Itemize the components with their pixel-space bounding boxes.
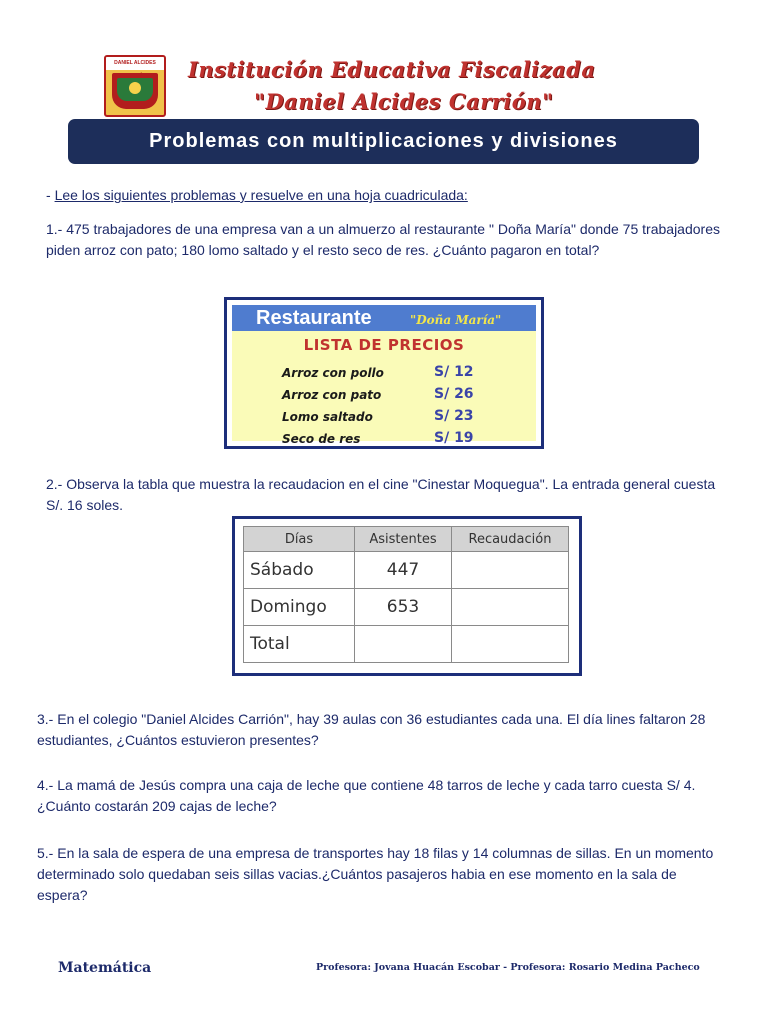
price-list-heading: LISTA DE PRECIOS [303, 336, 465, 354]
column-header: Asistentes [355, 527, 452, 552]
restaurant-price-list [224, 297, 544, 449]
table-cell: Total [244, 626, 355, 663]
school-name-line2: "Daniel Alcides Carrión" [254, 89, 554, 114]
instructions-text: Lee los siguientes problemas y resuelve en una hoja cuadriculada: [54, 187, 468, 203]
title-banner [68, 119, 699, 164]
menu-item-price: S/ 23 [434, 408, 474, 424]
table-cell [452, 552, 569, 589]
restaurant-header [232, 305, 536, 331]
restaurant-name: "Doña María" [410, 313, 502, 327]
column-header: Recaudación [452, 527, 569, 552]
restaurant-title: Restaurante [256, 307, 372, 329]
table-row [244, 626, 569, 663]
menu-item-price: S/ 19 [434, 430, 474, 446]
problem-3: 3.- En el colegio "Daniel Alcides Carrión", hay 39 aulas con 36 estudiantes cada una. El día lines faltaron 28 estudiantes, ¿Cuántos estuvieron presentes? [37, 711, 706, 748]
table-row [244, 552, 569, 589]
crest-shield [112, 73, 158, 109]
table-cell [452, 626, 569, 663]
table-cell: Domingo [244, 589, 355, 626]
table-cell [452, 589, 569, 626]
instructions [46, 185, 468, 206]
table-row [244, 589, 569, 626]
footer-subject: Matemática [58, 960, 152, 976]
table-header-row [244, 527, 569, 552]
instructions-prefix: - [46, 187, 55, 203]
table-cell [355, 626, 452, 663]
table-cell: 447 [355, 552, 452, 589]
problem-1: 1.- 475 trabajadores de una empresa van a un almuerzo al restaurante " Doña María" donde 75 trabajadores piden arroz con pato; 180 lomo saltado y el resto seco de res. ¿Cuánto pagaron en total? [46, 221, 720, 258]
menu-item-dish: Seco de res [282, 432, 361, 446]
school-crest [104, 55, 166, 117]
problem-4: 4.- La mamá de Jesús compra una caja de leche que contiene 48 tarros de leche y cada tarro cuesta S/ 4. ¿Cuánto costarán 209 cajas de leche? [37, 777, 696, 814]
menu-item-price: S/ 26 [434, 386, 474, 402]
menu-item-dish: Lomo saltado [282, 410, 373, 424]
problem-2: 2.- Observa la tabla que muestra la recaudacion en el cine "Cinestar Moquegua". La entrada general cuesta S/. 16 soles. [46, 476, 716, 513]
cinema-table-frame [232, 516, 582, 676]
column-header: Días [244, 527, 355, 552]
menu-item-dish: Arroz con pato [282, 388, 382, 402]
crest-text: DANIEL ALCIDES [106, 57, 164, 70]
page-title: Problemas con multiplicaciones y divisiones [149, 130, 618, 152]
menu-item-price: S/ 12 [434, 364, 474, 380]
table-cell: Sábado [244, 552, 355, 589]
problem-5: 5.- En la sala de espera de una empresa de transportes hay 18 filas y 14 columnas de sillas. En un momento determinado solo quedaban seis sillas vacias.¿Cuántos pasajeros habia en ese momento en la sala de espera? [37, 845, 714, 903]
menu-item-dish: Arroz con pollo [282, 366, 384, 380]
footer-teachers: Profesora: Jovana Huacán Escobar - Profesora: Rosario Medina Pacheco [316, 962, 700, 973]
school-name-line1: Institución Educativa Fiscalizada [188, 57, 596, 82]
table-cell: 653 [355, 589, 452, 626]
cinema-table [243, 526, 569, 663]
